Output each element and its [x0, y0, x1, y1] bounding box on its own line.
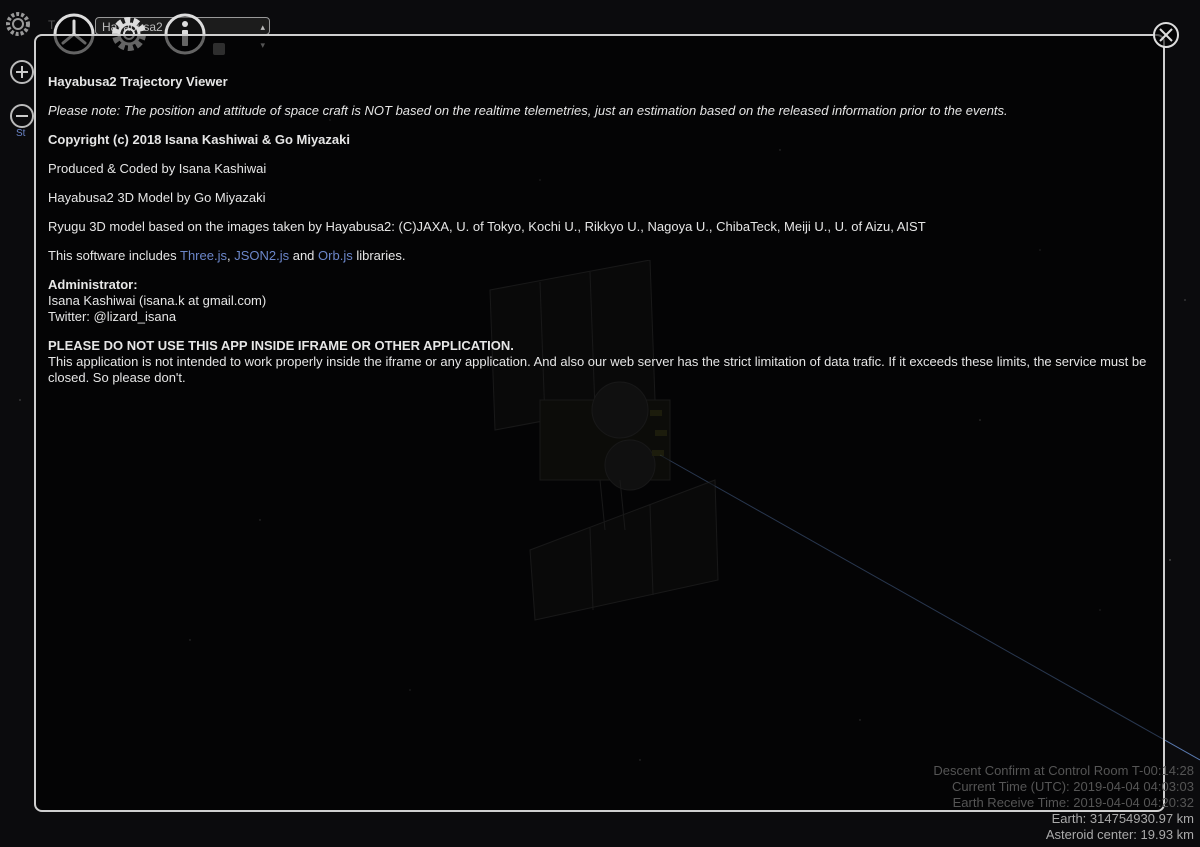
administrator-block — [48, 277, 1156, 325]
status-hud — [933, 763, 1194, 843]
threejs-link[interactable]: Three.js — [180, 248, 227, 263]
about-dialog — [34, 34, 1165, 812]
ryugu-credit-text: Ryugu 3D model based on the images taken by Hayabusa2: (C)JAXA, U. of Tokyo, Kochi U., Rikkyo U., Nagoya U., ChibaTeck, Meiji U., U. of Aizu, AIST — [48, 219, 926, 234]
admin-name: Isana Kashiwai (isana.k at gmail.com) — [48, 293, 267, 308]
libraries-prefix: This software includes — [48, 248, 180, 263]
current-time: Current Time (UTC): 2019-04-04 04:03:03 — [951, 779, 1194, 794]
libraries-sep2: and — [289, 248, 319, 263]
about-content — [48, 74, 1156, 386]
zoom-in-button[interactable] — [10, 60, 34, 84]
spacecraft-select-value: Hayabusa2 — [102, 20, 163, 34]
libraries-text — [48, 248, 1156, 264]
warning-heading: PLEASE DO NOT USE THIS APP INSIDE IFRAME OR OTHER APPLICATION. — [48, 338, 514, 353]
model-credit-text: Hayabusa2 3D Model by Go Miyazaki — [48, 190, 266, 205]
side-link[interactable]: St — [16, 128, 26, 139]
selector-label: T — [48, 18, 56, 32]
gear-icon[interactable] — [4, 10, 32, 38]
disclaimer-note: Please note: The position and attitude of space craft is NOT based on the realtime telemetries, just an estimation based on the released information prior to the events. — [48, 103, 1008, 118]
admin-heading: Administrator: — [48, 277, 138, 292]
json2js-link[interactable]: JSON2.js — [234, 248, 290, 263]
earth-receive-time: Earth Receive Time: 2019-04-04 04:20:32 — [952, 795, 1194, 810]
zoom-out-button[interactable] — [10, 104, 34, 128]
select-arrows-icon: ▴ — [260, 22, 265, 32]
libraries-suffix: libraries. — [352, 248, 406, 263]
dialog-title: Hayabusa2 Trajectory Viewer — [48, 74, 228, 89]
asteroid-center-distance: Asteroid center: 19.93 km — [1045, 827, 1194, 842]
warning-block — [48, 338, 1156, 386]
event-countdown: Descent Confirm at Control Room T-00:14:28 — [933, 763, 1194, 778]
orbjs-link[interactable]: Orb.js — [318, 248, 353, 263]
earth-distance: Earth: 314754930.97 km — [1051, 811, 1194, 826]
copyright-text: Copyright (c) 2018 Isana Kashiwai & Go Miyazaki — [48, 132, 350, 147]
admin-twitter: Twitter: @lizard_isana — [48, 309, 177, 324]
libraries-sep1: , — [226, 248, 235, 263]
close-icon[interactable] — [1152, 21, 1180, 49]
produced-by-text: Produced & Coded by Isana Kashiwai — [48, 161, 267, 176]
warning-text: This application is not intended to work properly inside the iframe or any application. And also our web server has the strict limitation of data trafic. If it exceeds these limits, the service must be closed. So please don't. — [48, 354, 1147, 385]
